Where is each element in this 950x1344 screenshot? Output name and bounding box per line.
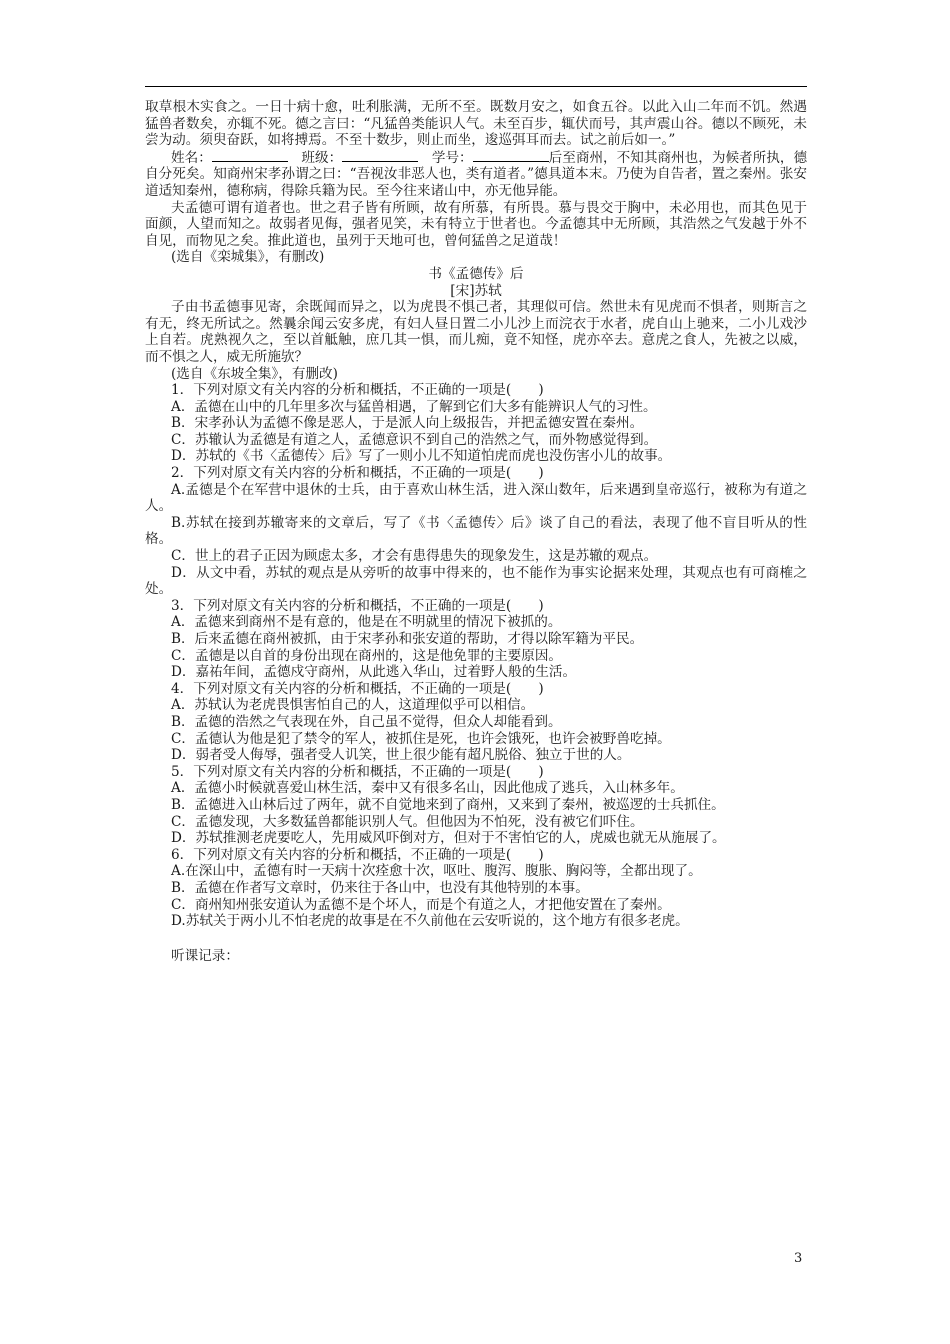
option-d: D.苏轼关于两小儿不怕老虎的故事是在不久前他在云安听说的，这个地方有很多老虎。 bbox=[171, 913, 689, 930]
passage-paragraph-4: 子由书孟德事见寄，余既闻而异之，以为虎畏不惧己者，其理似可信。然世未有见虎而不惧者，则斯言之有无，终无所试之。然曩余闻云安多虎，有妇人昼日置二小儿沙上而浣衣于水者，虎自山上驰来，二小儿戏沙上自若。虎熟视久之，至以首觝触，庶几其一惧，而儿痴，竟不知怪，虎亦卒去。意虎之食人，先被之以威，而不惧之人，威无所施欤？ bbox=[145, 299, 807, 365]
option-c: C．商州知州张安道认为孟德不是个坏人，而是个有道之人，才把他安置在了秦州。 bbox=[171, 896, 671, 913]
question-stem: 3．下列对原文有关内容的分析和概括，不正确的一项是( ) bbox=[171, 597, 544, 614]
document-body bbox=[145, 99, 807, 964]
option-c: C．孟德发现，大多数猛兽都能识别人气。但他因为不怕死，没有被它们吓住。 bbox=[171, 813, 644, 830]
option-c: C．苏辙认为孟德是有道之人，孟德意识不到自己的浩然之气，而外物感觉得到。 bbox=[171, 431, 658, 448]
option-a: A.在深山中，孟德有时一天病十次痊愈十次，呕吐、腹泻、腹胀、胸闷等，全都出现了。 bbox=[171, 863, 702, 880]
question-3 bbox=[145, 598, 807, 681]
student-id-blank[interactable] bbox=[473, 149, 549, 162]
option-b: B.苏轼在接到苏辙寄来的文章后，写了《书〈孟德传〉后》谈了自己的看法，表现了他不盲目听从的性格。 bbox=[145, 514, 807, 548]
option-d: D．嘉祐年间，孟德戍守商州，从此逃入华山，过着野人般的生活。 bbox=[171, 664, 577, 681]
name-label: 姓名： bbox=[171, 149, 212, 166]
option-c: C．孟德认为他是犯了禁令的军人，被抓住是死，也许会饿死，也许会被野兽吃掉。 bbox=[171, 730, 671, 747]
option-c: C．孟德是以自首的身份出现在商州的，这是他免罪的主要原因。 bbox=[171, 647, 563, 664]
student-id-label: 学号： bbox=[431, 149, 473, 166]
passage-paragraph-2-text: 后至商州，不知其商州也，为候者所执，德自分死矣。知商州宋孝孙谓之曰：“吾视汝非恶人也，类有道者。”德具道本末。乃使为自告者，置之秦州。张安道适知秦州，德称病，得除兵籍为民。至今往来诸山中，亦无他异能。 bbox=[145, 149, 808, 199]
option-a: A．孟德在山中的几年里多次与猛兽相遇，了解到它们大多有能辨识人气的习性。 bbox=[171, 398, 657, 415]
second-text-title: 书《孟德传》后 bbox=[428, 265, 524, 282]
question-stem: 5．下列对原文有关内容的分析和概括，不正确的一项是( ) bbox=[171, 763, 544, 780]
option-a: A．苏轼认为老虎畏惧害怕自己的人，这道理似乎可以相信。 bbox=[171, 697, 535, 714]
option-a: A.孟德是个在军营中退休的士兵，由于喜欢山林生活，进入深山数年，后来遇到皇帝巡行，被称为有道之人。 bbox=[145, 481, 807, 515]
class-label: 班级： bbox=[301, 149, 343, 166]
option-d: D．苏轼推测老虎要吃人，先用威风吓倒对方，但对于不害怕它的人，虎威也就无从施展了。 bbox=[171, 830, 726, 847]
option-b: B．孟德的浩然之气表现在外，自己虽不觉得，但众人却能看到。 bbox=[171, 713, 562, 730]
source-note-1: (选自《栾城集》，有删改) bbox=[171, 249, 325, 266]
option-d: D．弱者受人侮辱，强者受人讥笑，世上很少能有超凡脱俗、独立于世的人。 bbox=[171, 747, 631, 764]
question-1 bbox=[145, 382, 807, 465]
header-rule bbox=[145, 86, 807, 87]
option-b: B．宋孝孙认为孟德不像是恶人，于是派人向上级报告，并把孟德安置在秦州。 bbox=[171, 415, 644, 432]
question-2 bbox=[145, 465, 807, 598]
option-b: B．孟德进入山林后过了两年，就不自觉地来到了商州，又来到了秦州，被巡逻的士兵抓住。 bbox=[171, 796, 725, 813]
question-6 bbox=[145, 847, 807, 930]
option-d: D．从文中看，苏轼的观点是从旁听的故事中得来的，也不能作为事实论据来处理，其观点也有可商榷之处。 bbox=[145, 564, 807, 598]
question-stem: 4．下列对原文有关内容的分析和概括，不正确的一项是( ) bbox=[171, 680, 544, 697]
name-blank[interactable] bbox=[212, 149, 288, 162]
option-d: D．苏轼的《书〈孟德传〉后》写了一则小儿不知道怕虎而虎也没伤害小儿的故事。 bbox=[171, 448, 672, 465]
option-b: B．孟德在作者写文章时，仍来往于各山中，也没有其他特别的本事。 bbox=[171, 879, 589, 896]
option-a: A．孟德小时候就喜爱山林生活，秦中又有很多名山，因此他成了逃兵，入山林多年。 bbox=[171, 780, 684, 797]
question-stem: 1．下列对原文有关内容的分析和概括，不正确的一项是( ) bbox=[171, 382, 544, 399]
question-4 bbox=[145, 681, 807, 764]
passage-paragraph-1: 取草根木实食之。一日十病十愈，吐利胀满，无所不至。既数月安之，如食五谷。以此入山二年而不饥。然遇猛兽者数矣，亦辄不死。德之言曰：“凡猛兽类能识人气。未至百步，辄伏而号，其声震山谷。德以不顾死，未尝为动。须臾奋跃，如将搏焉。不至十数步，则止而坐，逡巡弭耳而去。试之前后如一。” bbox=[145, 99, 807, 149]
option-a: A．孟德来到商州不是有意的，他是在不明就里的情况下被抓的。 bbox=[171, 614, 562, 631]
source-note-2: (选自《东坡全集》，有删改) bbox=[171, 365, 338, 382]
option-b: B．后来孟德在商州被抓，由于宋孝孙和张安道的帮助，才得以除军籍为平民。 bbox=[171, 631, 644, 647]
class-notes-label: 听课记录： bbox=[171, 947, 239, 964]
class-blank[interactable] bbox=[342, 149, 418, 162]
passage-paragraph-2 bbox=[145, 149, 807, 200]
second-text-author: [宋]苏轼 bbox=[450, 282, 502, 299]
option-c: C．世上的君子正因为顾虑太多，才会有患得患失的现象发生，这是苏辙的观点。 bbox=[171, 548, 658, 565]
question-stem: 6．下列对原文有关内容的分析和概括，不正确的一项是( ) bbox=[171, 846, 544, 863]
passage-paragraph-3: 夫孟德可谓有道者也。世之君子皆有所顾，故有所慕，有所畏。慕与畏交于胸中，未必用也，而其色见于面颜，人望而知之。故弱者见侮，强者见笑，未有特立于世者也。今孟德其中无所顾，其浩然之气发越于外不自见，而物见之矣。推此道也，虽列于天地可也，曾何猛兽之足道哉！ bbox=[145, 199, 807, 249]
question-5 bbox=[145, 764, 807, 847]
page-number: 3 bbox=[794, 1251, 803, 1266]
question-stem: 2．下列对原文有关内容的分析和概括，不正确的一项是( ) bbox=[171, 465, 544, 482]
